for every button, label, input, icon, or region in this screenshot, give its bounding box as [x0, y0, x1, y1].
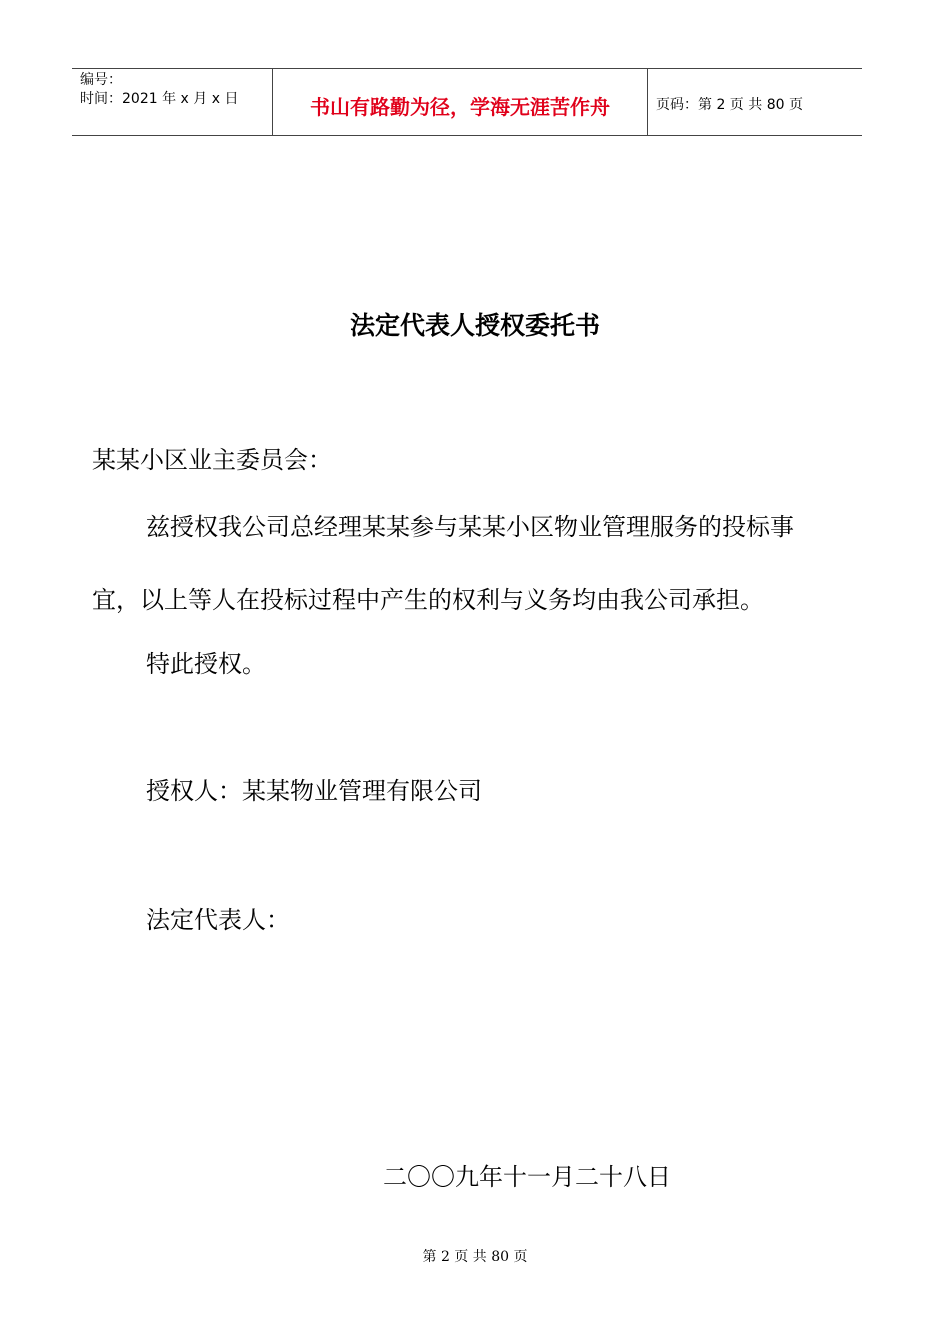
header-meta	[80, 71, 238, 109]
body-paragraph-line-2: 宜，以上等人在投标过程中产生的权利与义务均由我公司承担。	[92, 586, 764, 614]
legal-representative-line: 法定代表人：	[146, 906, 290, 934]
document-time-label: 时间：2021 年 x 月 x 日	[80, 91, 239, 107]
document-number-label: 编号：	[80, 72, 122, 88]
closing-statement: 特此授权。	[146, 650, 266, 678]
document-title: 法定代表人授权委托书	[349, 311, 600, 340]
recipient-line: 某某小区业主委员会：	[92, 446, 332, 474]
page-header	[72, 68, 862, 136]
header-divider	[647, 69, 648, 135]
header-page-info: 页码：第 2 页 共 80 页	[656, 97, 803, 113]
document-date: 二〇〇九年十一月二十八日	[383, 1163, 671, 1191]
header-motto: 书山有路勤为径，学海无涯苦作舟	[310, 95, 610, 119]
body-paragraph-line-1: 兹授权我公司总经理某某参与某某小区物业管理服务的投标事	[146, 513, 794, 541]
page-footer: 第 2 页 共 80 页	[422, 1249, 528, 1265]
authorizer-line: 授权人：某某物业管理有限公司	[146, 777, 482, 805]
